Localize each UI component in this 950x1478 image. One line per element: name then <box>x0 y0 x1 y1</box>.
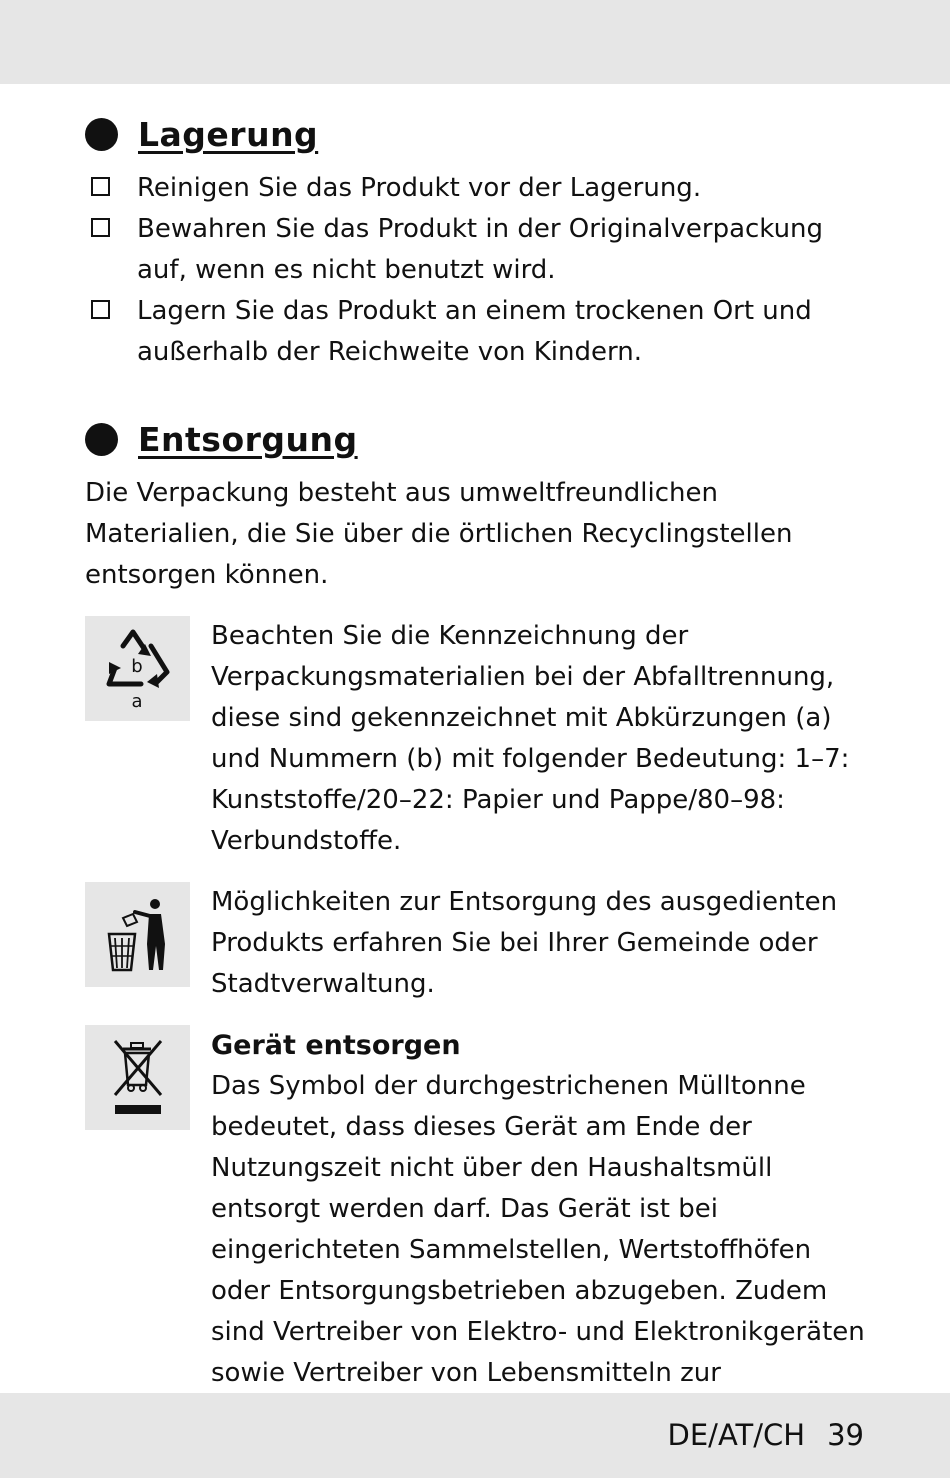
weee-title: Gerät entsorgen <box>211 1030 461 1061</box>
checkbox-square-icon <box>91 300 110 319</box>
list-item <box>85 291 875 373</box>
bullet-dot-icon <box>85 423 118 456</box>
bullet-dot-icon <box>85 118 118 151</box>
footer-region: DE/AT/CH <box>667 1418 806 1452</box>
disposal-heading <box>85 415 875 463</box>
weee-row <box>85 1025 875 1435</box>
weee-text-block <box>211 1025 875 1435</box>
disposal-title: Entsorgung <box>138 419 358 459</box>
list-item-text: Reinigen Sie das Produkt vor der Lagerung. <box>137 173 702 203</box>
storage-title: Lagerung <box>138 114 319 154</box>
storage-heading <box>85 110 875 158</box>
recycling-text-block <box>211 616 875 862</box>
product-disposal-text-block <box>211 882 875 1005</box>
storage-list <box>85 168 875 373</box>
disposal-intro: Die Verpackung besteht aus umweltfreundlichen Materialien, die Sie über die örtlichen Recyclingstellen entsorgen können. <box>85 478 793 590</box>
checkbox-square-icon <box>91 177 110 196</box>
recycling-text: Beachten Sie die Kennzeichnung der Verpackungsmaterialien bei der Abfalltrennung, diese sind gekennzeichnet mit Abkürzungen (a) und Nummern (b) mit folgender Bedeutung: 1–7: Kunststoffe/20–22: Papier und Pappe/80–98: Verbundstoffe. <box>211 621 850 856</box>
recycling-label-b: b <box>131 656 143 677</box>
footer <box>668 1417 864 1453</box>
header-band <box>0 0 950 84</box>
page-content <box>85 110 875 1435</box>
list-item-text: Lagern Sie das Produkt an einem trockenen Ort und außerhalb der Reichweite von Kindern. <box>137 296 812 367</box>
checkbox-square-icon <box>91 218 110 237</box>
page-number: 39 <box>827 1418 864 1452</box>
recycling-label-a: a <box>131 691 143 712</box>
list-item <box>85 209 875 291</box>
recycling-row <box>85 616 875 862</box>
section-disposal <box>85 415 875 1435</box>
person-trash-bin-icon <box>85 882 190 987</box>
list-item <box>85 168 875 209</box>
crossed-out-bin-icon <box>85 1025 190 1130</box>
section-storage <box>85 110 875 373</box>
weee-text: Das Symbol der durchgestrichenen Mülltonne bedeutet, dass dieses Gerät am Ende der Nutzungszeit nicht über den Haushaltsmüll entsorgt werden darf. Das Gerät ist bei eingerichteten Sammelstellen, Wertstoffhöfen oder Entsorgungsbetrieben abzugeben. Zudem sind Vertreiber von Elektro- und Elektronikgeräten sowie Vertreiber von Lebensmitteln zur <box>211 1071 865 1388</box>
product-disposal-row <box>85 882 875 1005</box>
recycling-symbol-icon <box>85 616 190 721</box>
product-disposal-text: Möglichkeiten zur Entsorgung des ausgedienten Produkts erfahren Sie bei Ihrer Gemeinde oder Stadtverwaltung. <box>211 887 838 999</box>
list-item-text: Bewahren Sie das Produkt in der Originalverpackung auf, wenn es nicht benutzt wird. <box>137 214 824 285</box>
